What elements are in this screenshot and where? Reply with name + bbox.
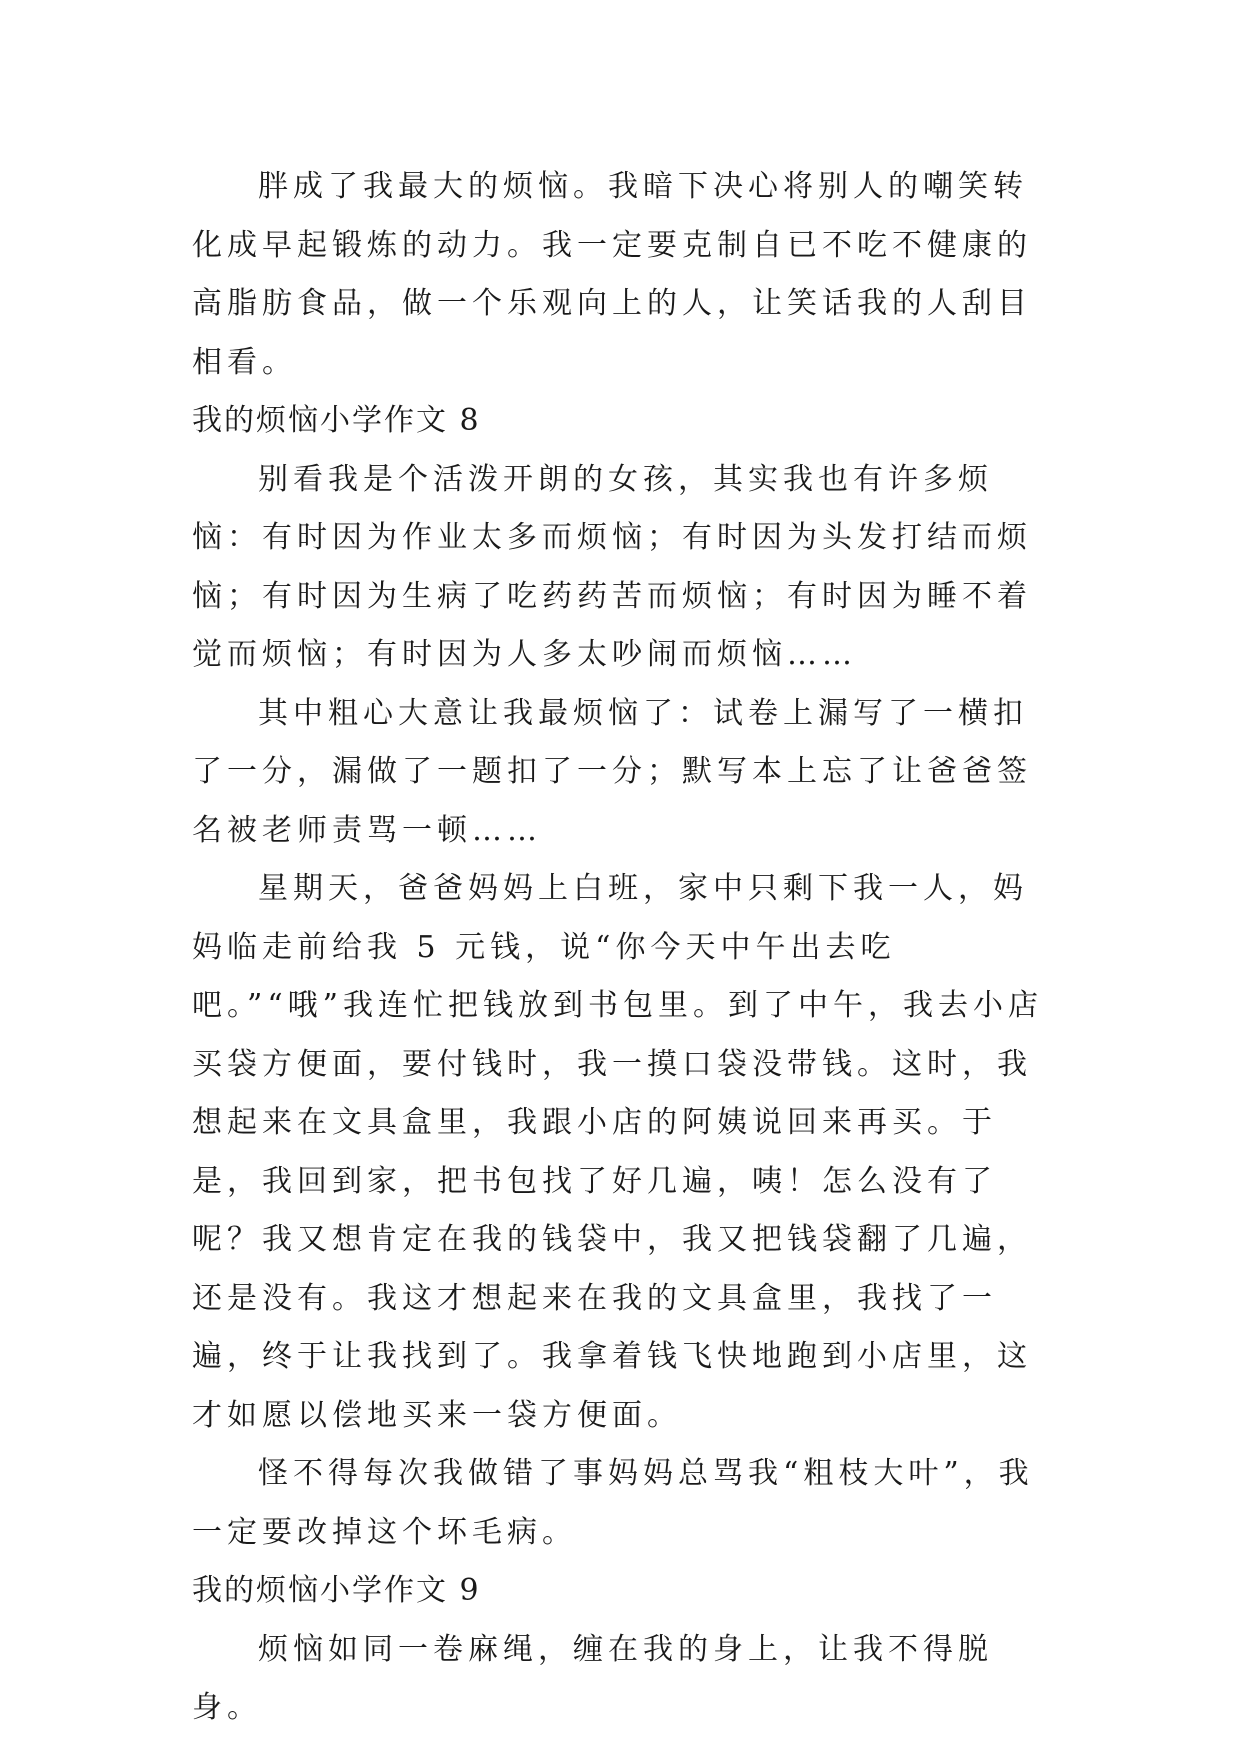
paragraph: 其中粗心大意让我最烦恼了：试卷上漏写了一横扣了一分，漏做了一题扣了一分；默写本上忘了让爸爸签名被老师责骂一顿…… bbox=[192, 695, 1032, 848]
paragraph: 烦恼如同一卷麻绳，缠在我的身上，让我不得脱身。 bbox=[192, 1631, 993, 1725]
paragraph: 胖成了我最大的烦恼。我暗下决心将别人的嘲笑转化成早起锻炼的动力。我一定要克制自已不吃不健康的高脂肪食品，做一个乐观向上的人，让笑话我的人刮目相看。 bbox=[192, 169, 1032, 380]
paragraph: 星期天，爸爸妈妈上白班，家中只剩下我一人，妈妈临走前给我 5 元钱，说“你今天中午出去吃吧。”“哦”我连忙把钱放到书包里。到了中午，我去小店买袋方便面，要付钱时，我一摸口袋没带钱。这时，我想起来在文具盒里，我跟小店的阿姨说回来再买。于是，我回到家，把书包找了好几遍，咦！怎么没有了呢？我又想肯定在我的钱袋中，我又把钱袋翻了几遍，还是没有。我这才想起来在我的文具盒里，我找了一遍，终于让我找到了。我拿着钱飞快地跑到小店里，这才如愿以偿地买来一袋方便面。 bbox=[192, 871, 1044, 1433]
section-heading: 我的烦恼小学作文 9 bbox=[192, 1573, 481, 1608]
paragraph: 怪不得每次我做错了事妈妈总骂我“粗枝大叶”，我一定要改掉这个坏毛病。 bbox=[192, 1456, 1034, 1550]
paragraph: 别看我是个活泼开朗的女孩，其实我也有许多烦恼：有时因为作业太多而烦恼；有时因为头发打结而烦恼；有时因为生病了吃药药苦而烦恼；有时因为睡不着觉而烦恼；有时因为人多太吵闹而烦恼…… bbox=[192, 461, 1032, 672]
document-body bbox=[192, 158, 1052, 1738]
section-heading: 我的烦恼小学作文 8 bbox=[192, 403, 481, 438]
